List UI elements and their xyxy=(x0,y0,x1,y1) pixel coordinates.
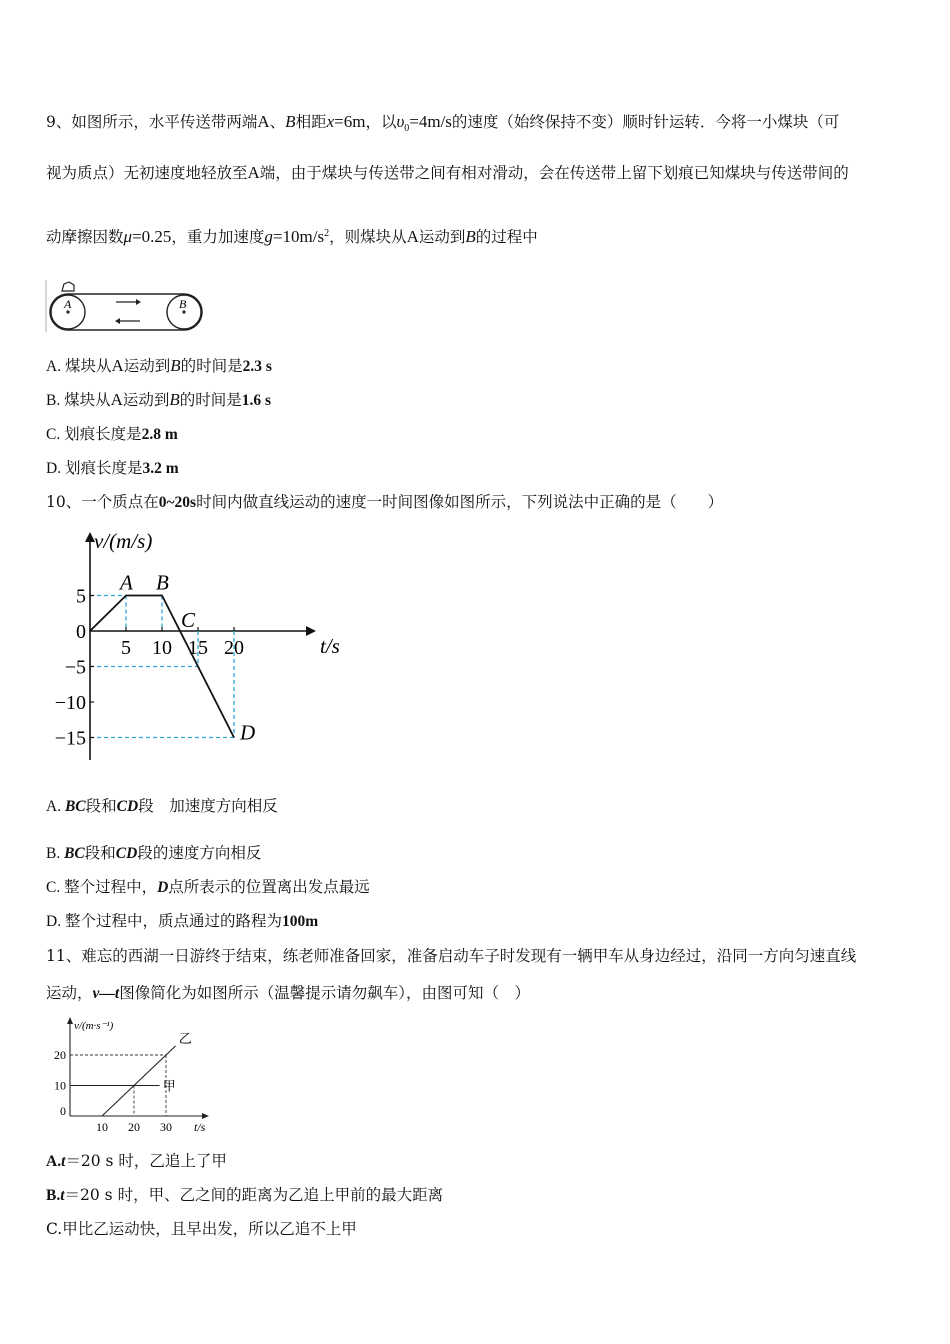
x-axis-title: t/s xyxy=(320,634,340,658)
label-b: B xyxy=(179,297,187,311)
q9-line2: 视为质点）无初速度地轻放至A端，由于煤块与传送带之间有相对滑动，会在传送带上留下划痕已知煤块与传送带间的 xyxy=(46,163,849,182)
y-tick-label: 20 xyxy=(54,1048,66,1062)
q9-line1: 9、如图所示，水平传送带两端A、B相距x=6m，以$\upsilon_0=4m/s$的速度（始终保持不变）顺时针运转．今将一小煤块（可 xyxy=(46,112,840,135)
y-tick-label: −10 xyxy=(54,692,86,714)
left-arrow-icon xyxy=(115,318,120,324)
q9-option-b: B. 煤块从A运动到B的时间是1.6 s xyxy=(46,390,272,409)
x-tick-label: 10 xyxy=(152,637,172,659)
conveyor-belt-figure xyxy=(44,276,208,334)
x-tick-label: 20 xyxy=(128,1120,140,1134)
x-tick-label: 10 xyxy=(96,1120,108,1134)
q10-option-d: D. 整个过程中，质点通过的路程为100m xyxy=(46,913,319,930)
y-tick-label: 10 xyxy=(54,1078,66,1093)
x-tick-label: 30 xyxy=(160,1120,172,1134)
q9-line3: 动摩擦因数μ=0.25，重力加速度$g=10m/s^2$，则煤块从A运动到B的过程中 xyxy=(46,227,538,247)
q9-option-c: C. 划痕长度是2.8 m xyxy=(46,426,178,443)
velocity-time-chart-11 xyxy=(44,1012,224,1136)
q10-option-b: B. BC段和CD段的速度方向相反 xyxy=(46,844,262,862)
label-a: A xyxy=(64,297,72,311)
y-tick-label: −5 xyxy=(64,656,86,679)
y-tick-label: 0 xyxy=(60,1104,66,1118)
y-tick-label: 5 xyxy=(76,585,86,608)
q9-option-a: A. 煤块从A运动到B的时间是2.3 s xyxy=(46,356,272,375)
q11-option-b: B.t＝20 s 时，甲、乙之间的距离为乙追上甲前的最大距离 xyxy=(46,1186,444,1204)
q10-stem: 10、一个质点在0~20s时间内做直线运动的速度一时间图像如图所示，下列说法中正确的是（ ） xyxy=(46,493,724,511)
q9-option-d: D. 划痕长度是3.2 m xyxy=(46,460,179,477)
point-label-D: D xyxy=(240,720,256,745)
x-axis-arrow-icon xyxy=(202,1113,209,1119)
q11-line1: 11、难忘的西湖一日游终于结束，练老师准备回家，准备启动车子时发现有一辆甲车从身边经过，沿同一方向匀速直线 xyxy=(46,947,857,965)
x-tick-label: 15 xyxy=(188,637,208,659)
x-tick-label: 20 xyxy=(224,637,244,659)
series-label-yi: 乙 xyxy=(178,1030,192,1046)
point-label-C: C xyxy=(181,608,196,632)
velocity-time-chart-10 xyxy=(44,524,364,772)
y-axis-title: v/(m·s⁻¹) xyxy=(74,1020,114,1032)
q10-option-c: C. 整个过程中，D点所表示的位置离出发点最远 xyxy=(46,878,370,896)
y-axis-title: v/(m/s) xyxy=(94,529,153,553)
coal-block-icon xyxy=(62,282,74,291)
y-tick-label: −15 xyxy=(54,727,86,750)
y-tick-label: 0 xyxy=(76,621,86,643)
q11-option-c: C.甲比乙运动快，且早出发，所以乙追不上甲 xyxy=(46,1220,357,1238)
right-arrow-icon xyxy=(136,299,141,305)
y-axis-arrow-icon xyxy=(67,1017,73,1024)
x-axis-arrow-icon xyxy=(306,626,316,636)
point-label-A: A xyxy=(120,570,133,595)
point-label-B: B xyxy=(156,570,169,595)
q10-option-a: A. BC段和CD段 加速度方向相反 xyxy=(46,797,278,815)
series-label-jia: 甲 xyxy=(162,1078,176,1094)
q11-option-a: A.t＝20 s 时，乙追上了甲 xyxy=(46,1152,227,1170)
q11-line2: 运动，v—t图像简化为如图所示（温馨提示请勿飙车），由图可知（ ） xyxy=(46,984,530,1002)
x-axis-title: t/s xyxy=(194,1120,206,1134)
x-tick-label: 5 xyxy=(121,637,131,659)
